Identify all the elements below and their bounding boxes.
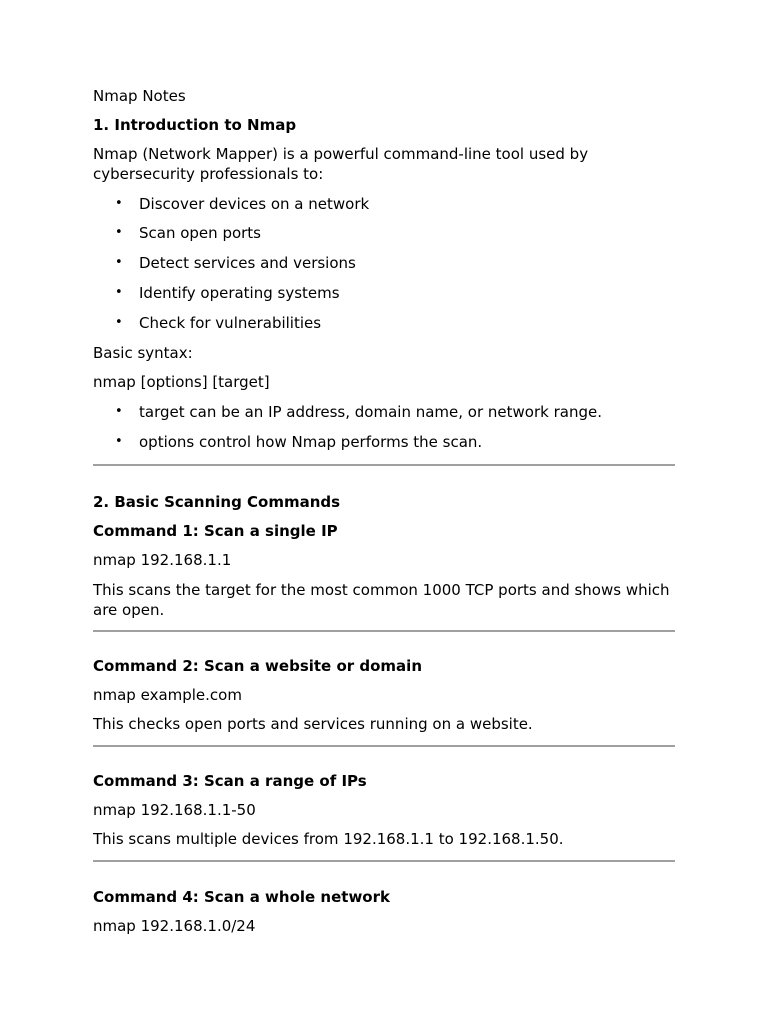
command-title: Command 2: Scan a website or domain xyxy=(93,657,422,675)
bullet-icon: • xyxy=(115,434,123,449)
list-item-text: Detect services and versions xyxy=(139,254,356,272)
section-divider xyxy=(93,464,675,466)
command-title: Command 1: Scan a single IP xyxy=(93,522,338,540)
section-divider xyxy=(93,860,675,862)
command-code: nmap 192.168.1.0/24 xyxy=(93,917,256,935)
syntax-code: nmap [options] [target] xyxy=(93,373,270,391)
bullet-icon: • xyxy=(115,225,123,240)
intro-bullet-list xyxy=(93,194,675,333)
command-description: This checks open ports and services running on a website. xyxy=(93,715,533,733)
list-item xyxy=(93,194,675,214)
command-code: nmap example.com xyxy=(93,686,242,704)
list-item xyxy=(93,432,675,452)
syntax-bullet-list xyxy=(93,402,675,452)
bullet-icon: • xyxy=(115,404,123,419)
bullet-icon: • xyxy=(115,196,123,211)
bullet-icon: • xyxy=(115,255,123,270)
command-title: Command 4: Scan a whole network xyxy=(93,888,390,906)
document-page xyxy=(93,86,675,936)
list-item xyxy=(93,313,675,333)
list-item-text: Scan open ports xyxy=(139,224,261,242)
list-item-text: options control how Nmap performs the scan. xyxy=(139,433,483,451)
command-code: nmap 192.168.1.1-50 xyxy=(93,801,256,819)
intro-paragraph: Nmap (Network Mapper) is a powerful command-line tool used by cybersecurity professionals to: xyxy=(93,145,589,183)
list-item-text: Check for vulnerabilities xyxy=(139,314,322,332)
list-item xyxy=(93,223,675,243)
bullet-icon: • xyxy=(115,315,123,330)
list-item xyxy=(93,402,675,422)
list-item-text: Identify operating systems xyxy=(139,284,340,302)
list-item-text: target can be an IP address, domain name, or network range. xyxy=(139,403,602,421)
command-title: Command 3: Scan a range of IPs xyxy=(93,772,367,790)
command-description: This scans the target for the most common 1000 TCP ports and shows which are open. xyxy=(93,581,670,619)
command-description: This scans multiple devices from 192.168.1.1 to 192.168.1.50. xyxy=(93,830,564,848)
basic-heading: 2. Basic Scanning Commands xyxy=(93,493,341,511)
intro-heading: 1. Introduction to Nmap xyxy=(93,116,297,134)
list-item xyxy=(93,283,675,303)
section-divider xyxy=(93,745,675,747)
syntax-label: Basic syntax: xyxy=(93,344,193,362)
document-title: Nmap Notes xyxy=(93,87,186,105)
section-divider xyxy=(93,630,675,632)
list-item-text: Discover devices on a network xyxy=(139,195,370,213)
list-item xyxy=(93,253,675,273)
bullet-icon: • xyxy=(115,285,123,300)
command-code: nmap 192.168.1.1 xyxy=(93,551,232,569)
